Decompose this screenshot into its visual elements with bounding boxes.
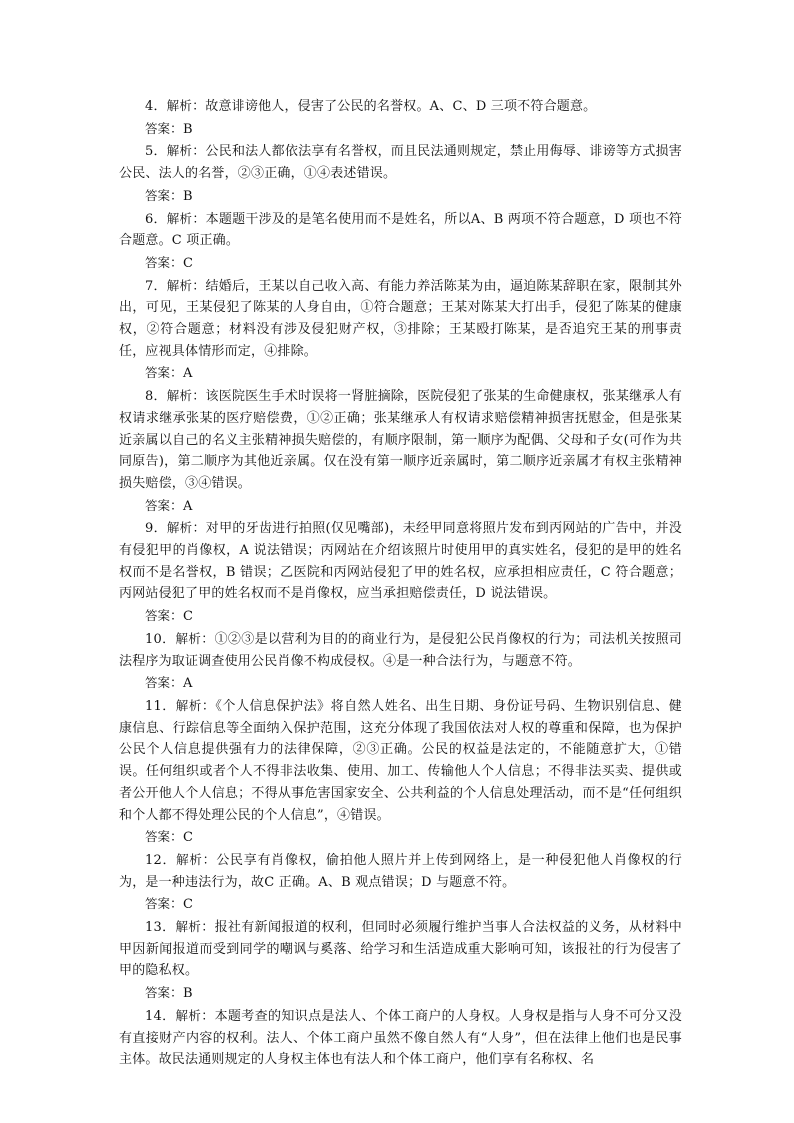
answer-label: 答案: [145, 896, 171, 912]
item-7-explanation: [119, 275, 682, 363]
answer-value: ：C: [170, 830, 193, 846]
item-9-answer: [119, 605, 682, 628]
item-number: 7．: [145, 278, 167, 294]
explanation-text: ：《个人信息保护法》将自然人姓名、出生日期、身份证号码、生物识别信息、健康信息、行踪信息等全面纳入保护范围，这充分体现了我国依法对人权的尊重和保障，也为保护公民个人信息提供强有力的法律保障，②③正确。公民的权益是法定的，不能随意扩大，①错误。任何组织或者个人不得非法收集、使用、加工、传输他人个人信息；不得非法买卖、提供或者公开他人个人信息；不得从事危害国家安全、公共利益的个人信息处理活动，而不是“任何组织和个人都不得处理公民的个人信息”，④错误。: [119, 698, 682, 823]
item-14-explanation: [119, 1005, 682, 1071]
item-5-explanation: [119, 140, 682, 184]
explanation-label: 解析: [166, 98, 193, 113]
explanation-text: ：报社有新闻报道的权利，但同时必须履行维护当事人合法权益的义务，从材料中甲因新闻报道而受到同学的嘲讽与奚落、给学习和生活造成重大影响可知，该报社的行为侵害了甲的隐私权。: [119, 920, 682, 979]
explanation-label: 解析: [175, 1007, 202, 1023]
answer-label: 答案: [145, 187, 171, 203]
explanation-text: ：本题题干涉及的是笔名使用而不是姓名，所以A、B 两项不符合题意，D 项也不符合题意。C 项正确。: [119, 211, 682, 249]
item-number: 12．: [145, 852, 177, 868]
answer-label: 答案: [145, 365, 171, 381]
item-6-explanation: [119, 208, 682, 252]
answer-value: ：A: [170, 366, 193, 382]
answer-label: 答案: [145, 120, 171, 136]
item-5-answer: [119, 185, 682, 208]
answer-label: 答案: [145, 608, 171, 624]
item-number: 8．: [145, 389, 167, 405]
answer-key-page: [119, 95, 682, 1071]
explanation-label: 解析: [175, 919, 202, 935]
answer-value: ：C: [170, 255, 193, 271]
item-6-answer: [119, 252, 682, 275]
item-11-answer: [119, 826, 682, 849]
explanation-label: 解析: [166, 388, 193, 404]
answer-value: ：B: [170, 188, 193, 204]
item-number: 10．: [145, 631, 176, 647]
explanation-label: 解析: [175, 630, 202, 646]
explanation-label: 解析: [176, 851, 203, 867]
item-number: 4．: [145, 99, 167, 114]
item-12-answer: [119, 893, 682, 916]
item-8-answer: [119, 495, 682, 518]
item-7-answer: [119, 362, 682, 385]
item-number: 6．: [145, 211, 167, 227]
explanation-text: ：故意诽谤他人，侵害了公民的名誉权。A、C、D 三项不符合题意。: [192, 99, 597, 114]
item-number: 5．: [145, 144, 167, 160]
item-9-explanation: [119, 517, 682, 605]
item-number: 9．: [145, 521, 167, 537]
item-12-explanation: [119, 849, 682, 893]
explanation-label: 解析: [166, 520, 193, 536]
item-11-explanation: [119, 695, 682, 826]
item-number: 11．: [145, 698, 176, 714]
item-4-explanation: [119, 95, 682, 118]
answer-value: ：C: [170, 609, 193, 625]
item-number: 13．: [145, 920, 176, 936]
answer-value: ：A: [170, 498, 193, 514]
explanation-label: 解析: [175, 697, 202, 713]
item-13-answer: [119, 982, 682, 1005]
explanation-label: 解析: [166, 210, 193, 226]
item-number: 14．: [145, 1008, 176, 1024]
explanation-label: 解析: [166, 277, 193, 293]
explanation-text: ：公民享有肖像权，偷拍他人照片并上传到网络上，是一种侵犯他人肖像权的行为，是一种违法行为，故C 正确。A、B 观点错误；D 与题意不符。: [119, 852, 682, 890]
explanation-text: ：本题考查的知识点是法人、个体工商户的人身权。人身权是指与人身不可分又没有直接财产内容的权利。法人、个体工商户虽然不像自然人有“人身”，但在法律上他们也是民事主体。故民法通则规定的人身权主体也有法人和个体工商户，他们享有名称权、名: [119, 1008, 682, 1068]
answer-label: 答案: [145, 497, 171, 513]
answer-label: 答案: [145, 254, 171, 270]
answer-label: 答案: [145, 829, 171, 845]
explanation-text: ：对甲的牙齿进行拍照(仅见嘴部)，未经甲同意将照片发布到丙网站的广告中，并没有侵犯甲的肖像权，A 说法错误；丙网站在介绍该照片时使用甲的真实姓名，侵犯的是甲的姓名权而不是名誉权，B 错误；乙医院和丙网站侵犯了甲的姓名权，应承担相应责任，C 符合题意；丙网站侵犯了甲的姓名权而不是肖像权，应当承担赔偿责任，D 说法错误。: [119, 521, 682, 602]
explanation-text: ：①②③是以营利为目的的商业行为，是侵犯公民肖像权的行为；司法机关按照司法程序为取证调查使用公民肖像不构成侵权。④是一种合法行为，与题意不符。: [119, 631, 682, 669]
item-10-explanation: [119, 628, 682, 672]
explanation-text: ：公民和法人都依法享有名誉权，而且民法通则规定，禁止用侮辱、诽谤等方式损害公民、法人的名誉，②③正确，①④表述错误。: [119, 144, 682, 182]
item-8-explanation: [119, 385, 682, 495]
answer-label: 答案: [145, 675, 171, 691]
explanation-text: ：该医院医生手术时误将一肾脏摘除，医院侵犯了张某的生命健康权，张某继承人有权请求继承张某的医疗赔偿费，①②正确；张某继承人有权请求赔偿精神损害抚慰金，但是张某近亲属以自己的名义主张精神损失赔偿的，有顺序限制，第一顺序为配偶、父母和子女(可作为共同原告)，第二顺序为其他近亲属。仅在没有第一顺序近亲属时，第二顺序近亲属才有权主张精神损失赔偿，③④错误。: [119, 389, 682, 491]
answer-value: ：C: [170, 897, 193, 913]
item-10-answer: [119, 672, 682, 695]
explanation-label: 解析: [166, 143, 193, 159]
item-4-answer: [119, 118, 682, 141]
answer-value: ：B: [170, 986, 193, 1002]
explanation-text: ：结婚后，王某以自己收入高、有能力养活陈某为由，逼迫陈某辞职在家，限制其外出，可见，王某侵犯了陈某的人身自由，①符合题意；王某对陈某大打出手，侵犯了陈某的健康权，②符合题意；材料没有涉及侵犯财产权，③排除；王某殴打陈某，是否追究王某的刑事责任，应视具体情形而定，④排除。: [119, 278, 682, 359]
answer-value: ：B: [170, 121, 193, 137]
answer-label: 答案: [145, 985, 171, 1001]
answer-value: ：A: [170, 676, 193, 692]
item-13-explanation: [119, 916, 682, 982]
